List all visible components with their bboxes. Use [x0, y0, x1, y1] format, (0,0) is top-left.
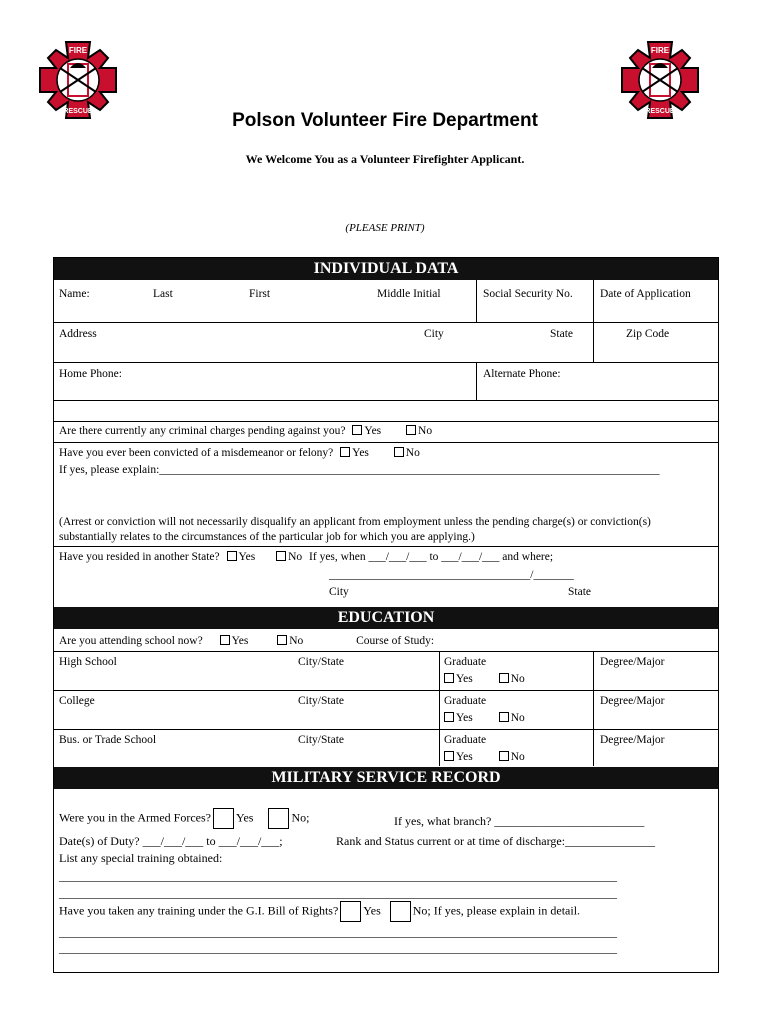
gi-explain-line-1: _____________________________________________________________________________________________ [59, 925, 617, 939]
trade-school-degree-label: Degree/Major [600, 734, 665, 746]
yes-label: Yes [456, 673, 473, 685]
duty-dates-line: Date(s) of Duty? ___/___/___ to ___/___/___; [59, 834, 283, 848]
military-heading: MILITARY SERVICE RECORD [54, 767, 718, 789]
ssn-label: Social Security No. [483, 288, 573, 300]
address-label: Address [59, 328, 97, 340]
arrest-note-line-2: substantially relates to the circumstances of the particular job for which you are applying.) [59, 531, 475, 543]
criminal-yes-checkbox[interactable] [352, 425, 362, 435]
armed-yes-checkbox[interactable] [213, 808, 234, 829]
no-label: No [405, 447, 420, 459]
criminal-charges-question: Are there currently any criminal charges pending against you? [59, 425, 346, 437]
gi-yes-checkbox[interactable] [340, 901, 361, 922]
armed-no-checkbox[interactable] [268, 808, 289, 829]
education-heading: EDUCATION [54, 607, 718, 629]
resided-no-checkbox[interactable] [276, 551, 286, 561]
high-school-city-state-label: City/State [298, 656, 344, 668]
resided-state-label: State [568, 586, 591, 598]
yes-label: Yes [456, 712, 473, 724]
high-school-grad-yes-checkbox[interactable] [444, 673, 454, 683]
armed-forces-question: Were you in the Armed Forces? [59, 810, 211, 825]
attending-yes-checkbox[interactable] [220, 635, 230, 645]
home-phone-label: Home Phone: [59, 368, 122, 380]
middle-initial-label: Middle Initial [377, 288, 441, 300]
page-subtitle: We Welcome You as a Volunteer Firefighter Applicant. [245, 152, 525, 166]
high-school-degree-label: Degree/Major [600, 656, 665, 668]
page-title: Polson Volunteer Fire Department [232, 110, 538, 131]
resided-city-label: City [329, 586, 349, 598]
resided-yes-checkbox[interactable] [227, 551, 237, 561]
gi-yes-label: Yes [363, 903, 381, 918]
branch-line: If yes, what branch? _________________________ [394, 814, 645, 828]
gi-bill-question: Have you taken any training under the G.I. Bill of Rights? [59, 903, 339, 918]
college-label: College [59, 695, 95, 707]
course-of-study-label: Course of Study: [356, 635, 435, 647]
fire-rescue-logo-left [38, 40, 118, 120]
resided-where-line: ___________________________________/_______ [329, 569, 574, 581]
convicted-yes-checkbox[interactable] [340, 447, 350, 457]
logo-text-top: FIRE [650, 46, 670, 55]
high-school-graduate-label: Graduate [444, 656, 487, 668]
alternate-phone-label: Alternate Phone: [483, 368, 561, 380]
date-of-application-label: Date of Application [600, 288, 691, 300]
no-label: No [288, 551, 303, 563]
attending-school-question: Are you attending school now? [59, 635, 203, 647]
gi-explain-line-2: _____________________________________________________________________________________________ [59, 941, 617, 955]
resided-question: Have you resided in another State? [59, 551, 220, 563]
trade-school-grad-no-checkbox[interactable] [499, 751, 509, 761]
no-label: No [510, 673, 525, 685]
gi-no-checkbox[interactable] [390, 901, 411, 922]
armed-yes-label: Yes [236, 810, 254, 825]
convicted-question: Have you ever been convicted of a misdemeanor or felony? [59, 447, 334, 459]
print-note: (PLEASE PRINT) [345, 222, 425, 234]
high-school-label: High School [59, 656, 117, 668]
college-city-state-label: City/State [298, 695, 344, 707]
individual-data-heading: INDIVIDUAL DATA [54, 258, 718, 280]
fire-rescue-logo-right [620, 40, 700, 120]
logo-text-bottom: RESCUE [63, 108, 93, 115]
college-grad-yes-checkbox[interactable] [444, 712, 454, 722]
rank-status-line: Rank and Status current or at time of discharge:_______________ [336, 834, 656, 848]
no-label: No [289, 635, 304, 647]
first-label: First [249, 288, 271, 300]
yes-label: Yes [456, 751, 473, 763]
trade-school-graduate-label: Graduate [444, 734, 487, 746]
no-label: No [418, 425, 433, 437]
city-label: City [424, 328, 444, 340]
attending-no-checkbox[interactable] [277, 635, 287, 645]
trade-school-city-state-label: City/State [298, 734, 344, 746]
arrest-note-line-1: (Arrest or conviction will not necessarily disqualify an applicant from employment unless the pending charge(s) or conviction(s) [59, 516, 651, 528]
training-line-2: _____________________________________________________________________________________________ [59, 886, 617, 900]
high-school-grad-no-checkbox[interactable] [499, 673, 509, 683]
zip-code-label: Zip Code [626, 328, 670, 340]
convicted-no-checkbox[interactable] [394, 447, 404, 457]
college-graduate-label: Graduate [444, 695, 487, 707]
yes-label: Yes [352, 447, 369, 459]
criminal-no-checkbox[interactable] [406, 425, 416, 435]
no-label: No [510, 751, 525, 763]
application-form [53, 257, 719, 973]
training-line-1: _____________________________________________________________________________________________ [59, 869, 617, 883]
college-grad-no-checkbox[interactable] [499, 712, 509, 722]
gi-no-label: No; If yes, please explain in detail. [412, 903, 581, 918]
yes-label: Yes [231, 635, 249, 647]
armed-no-label: No; [291, 810, 310, 825]
explain-line: If yes, please explain:_______________________________________________________________________________________ [59, 464, 660, 476]
last-label: Last [153, 288, 173, 300]
state-label: State [550, 328, 573, 340]
trade-school-label: Bus. or Trade School [59, 734, 157, 746]
trade-school-grad-yes-checkbox[interactable] [444, 751, 454, 761]
special-training-label: List any special training obtained: [59, 851, 223, 865]
yes-label: Yes [364, 425, 382, 437]
yes-label: Yes [238, 551, 256, 563]
no-label: No [510, 712, 525, 724]
name-label: Name: [59, 288, 90, 300]
resided-when: If yes, when ___/___/___ to ___/___/___ and where; [309, 551, 554, 563]
college-degree-label: Degree/Major [600, 695, 665, 707]
logo-text-bottom: RESCUE [645, 108, 675, 115]
logo-text-top: FIRE [68, 46, 88, 55]
